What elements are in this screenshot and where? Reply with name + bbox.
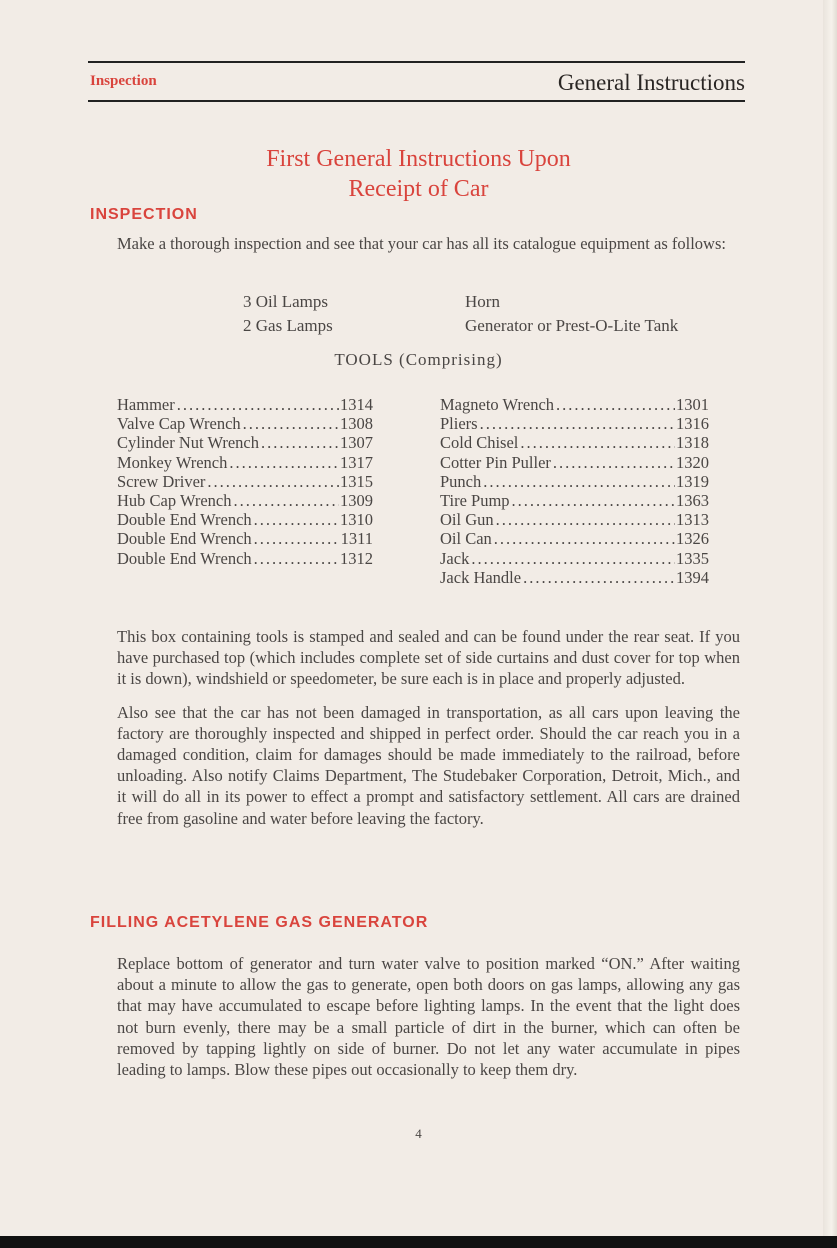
tool-name: Hub Cap Wrench (117, 491, 232, 511)
tool-name: Tire Pump (440, 491, 510, 511)
tool-row (117, 510, 373, 529)
dot-leader (520, 433, 675, 452)
tool-row (440, 549, 709, 568)
tool-row (117, 433, 373, 452)
tool-row (117, 491, 373, 510)
equipment-right (465, 290, 678, 338)
dot-leader (261, 433, 339, 452)
tool-row (117, 529, 373, 548)
dot-leader (229, 453, 339, 472)
tool-name: Double End Wrench (117, 548, 252, 568)
tool-number: 1316 (676, 414, 709, 434)
tool-name: Double End Wrench (117, 529, 252, 549)
tool-name: Double End Wrench (117, 510, 252, 530)
tool-row (440, 510, 709, 529)
tool-row (440, 433, 709, 452)
tool-name: Cylinder Nut Wrench (117, 433, 259, 453)
paragraph: Also see that the car has not been damaged in transportation, as all cars upon leaving the factory are thoroughly inspected and shipped in perfect order. Should the car reach you in a damaged condition, claim for damages should be made immediately to the railroad, before unloading. Also notify Claims Department, The Studebaker Corporation, Detroit, Mich., and it will do all in its power to effect a prompt and satisfactory settlement. All cars are drained free from gasoline and water before leaving the factory. (117, 702, 740, 828)
tool-number: 1319 (676, 471, 709, 491)
header-top-rule (88, 61, 745, 63)
tool-name: Cold Chisel (440, 433, 519, 453)
tool-number: 1307 (340, 433, 373, 453)
tool-row (440, 491, 709, 510)
section-heading-inspection: INSPECTION (90, 206, 198, 223)
equipment-item: 3 Oil Lamps (243, 292, 328, 311)
tool-number: 1311 (340, 529, 373, 549)
equipment-item: Generator or Prest-O-Lite Tank (465, 316, 679, 335)
dot-leader (234, 491, 339, 510)
tool-number: 1318 (676, 433, 709, 453)
tool-number: 1320 (676, 452, 709, 472)
equipment-left (243, 290, 333, 338)
tool-name: Valve Cap Wrench (117, 414, 241, 434)
tool-row (440, 472, 709, 491)
page-title-line-2: Receipt of Car (348, 176, 489, 202)
dot-leader (207, 472, 339, 491)
inspection-body (117, 626, 740, 841)
tool-name: Jack (440, 548, 470, 568)
tool-number: 1314 (340, 395, 373, 414)
tool-number: 1317 (340, 452, 373, 472)
dot-leader (494, 529, 675, 548)
tool-number: 1326 (676, 529, 709, 549)
running-header-chapter: General Instructions (557, 70, 745, 95)
dot-leader (553, 453, 675, 472)
tool-row (117, 549, 373, 568)
tool-row (440, 395, 709, 414)
tool-name: Pliers (440, 414, 478, 434)
tools-list-left (117, 395, 373, 568)
tool-row (440, 529, 709, 548)
dot-leader (480, 414, 675, 433)
dot-leader (254, 549, 339, 568)
tool-name: Screw Driver (117, 471, 206, 491)
section-heading-acetylene: FILLING ACETYLENE GAS GENERATOR (90, 914, 429, 931)
paragraph: This box containing tools is stamped and sealed and can be found under the rear seat. If you have purchased top (which includes complete set of side curtains and dust cover for top when it is down), windshield or speedometer, be sure each is in place and properly adjusted. (117, 627, 740, 689)
tool-number: 1315 (340, 471, 373, 491)
dot-leader (556, 395, 675, 414)
tool-row (440, 568, 709, 587)
tool-row (117, 453, 373, 472)
tool-name: Jack Handle (440, 567, 522, 587)
acetylene-paragraph: Replace bottom of generator and turn water valve to position marked “ON.” After waiting about a minute to allow the gas to generate, open both doors on gas lamps, allowing any gas that may have accumulated to escape before lighting lamps. In the event that the light does not burn evenly, there may be a small particle of dirt in the burner, which can often be removed by tapping lightly on side of burner. Do not let any water accumulate in pipes leading to lamps. Blow these pipes out occasionally to keep them dry. (117, 954, 740, 1080)
tool-number: 1335 (676, 548, 709, 568)
equipment-item: Horn (465, 292, 500, 311)
scan-bottom-border (0, 1236, 837, 1248)
tool-row (440, 453, 709, 472)
tools-list-right (440, 395, 709, 587)
tool-number: 1363 (676, 491, 709, 511)
tool-number: 1310 (340, 510, 373, 530)
dot-leader (471, 549, 675, 568)
tool-number: 1312 (340, 548, 373, 568)
tool-number: 1394 (676, 567, 709, 587)
running-header-section: Inspection (90, 73, 157, 89)
dot-leader (254, 510, 339, 529)
dot-leader (243, 414, 339, 433)
tools-heading: TOOLS (Comprising) (334, 350, 503, 369)
equipment-item: 2 Gas Lamps (243, 316, 333, 335)
dot-leader (512, 491, 675, 510)
dot-leader (254, 529, 340, 548)
tool-number: 1301 (676, 395, 709, 414)
tool-name: Monkey Wrench (117, 452, 228, 472)
tool-row (117, 395, 373, 414)
tool-name: Punch (440, 471, 482, 491)
tool-number: 1308 (340, 414, 373, 434)
inspection-intro: Make a thorough inspection and see that your car has all its catalogue equipment as follows: (117, 234, 726, 253)
dot-leader (483, 472, 675, 491)
tool-name: Cotter Pin Puller (440, 452, 551, 472)
tool-name: Magneto Wrench (440, 395, 555, 414)
tool-name: Oil Gun (440, 510, 494, 530)
tool-row (117, 414, 373, 433)
header-bottom-rule (88, 100, 745, 102)
dot-leader (177, 395, 339, 414)
tool-name: Hammer (117, 395, 175, 414)
tool-row (440, 414, 709, 433)
dot-leader (523, 568, 675, 587)
page-number: 4 (415, 1126, 422, 1141)
tool-number: 1313 (676, 510, 709, 530)
page-title-line-1: First General Instructions Upon (266, 146, 571, 172)
tool-number: 1309 (340, 491, 373, 511)
tool-row (117, 472, 373, 491)
dot-leader (496, 510, 675, 529)
tool-name: Oil Can (440, 529, 492, 549)
